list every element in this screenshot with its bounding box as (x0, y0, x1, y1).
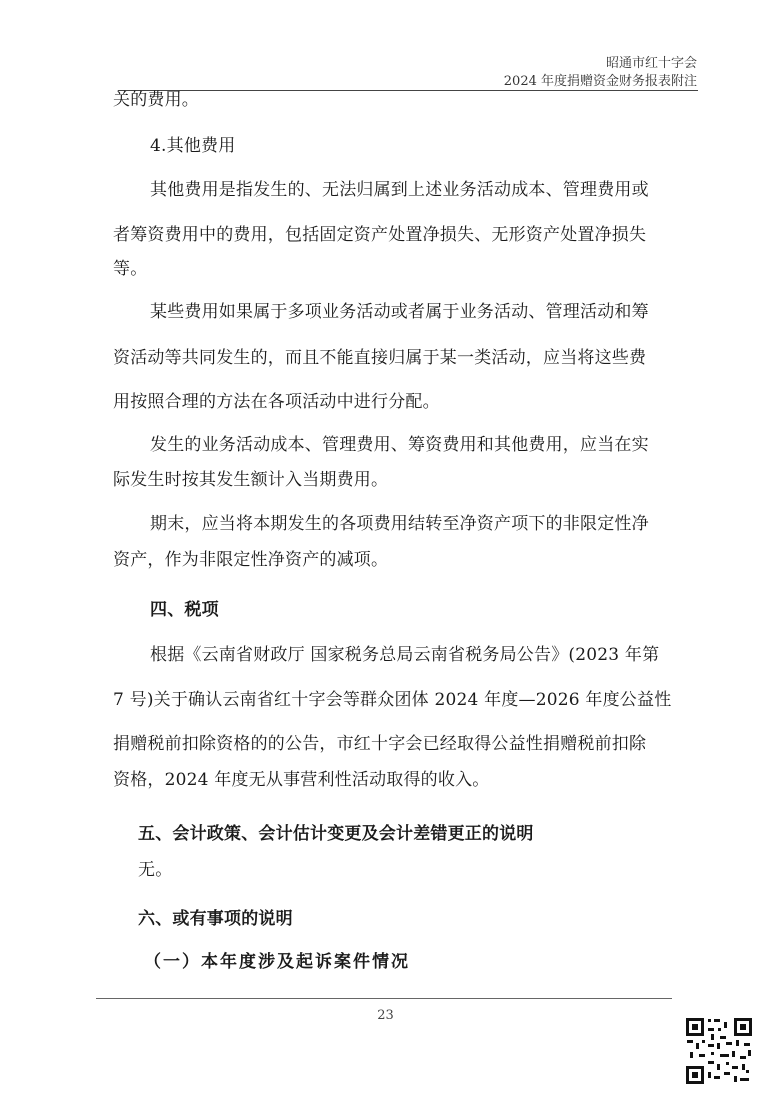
page-number: 23 (377, 1008, 394, 1023)
section-heading: 六、或有事项的说明 (138, 909, 293, 929)
text-line: 无。 (138, 860, 173, 880)
subsection-heading: （一）本年度涉及起诉案件情况 (144, 952, 410, 972)
text-line: 7 号)关于确认云南省红十字会等群众团体 2024 年度—2026 年度公益性 (113, 690, 672, 710)
text-line: 用按照合理的方法在各项活动中进行分配。 (113, 392, 440, 412)
text-line: 际发生时按其发生额计入当期费用。 (113, 470, 389, 490)
footer-rule (96, 998, 672, 999)
text-line: 关的费用。 (113, 90, 199, 110)
text-line: 期末，应当将本期发生的各项费用结转至净资产项下的非限定性净 (150, 514, 649, 534)
text-line: 某些费用如果属于多项业务活动或者属于业务活动、管理活动和筹 (150, 302, 649, 322)
qr-code-icon (684, 1016, 754, 1086)
text-line: 资活动等共同发生的，而且不能直接归属于某一类活动，应当将这些费 (113, 348, 647, 368)
text-line: 其他费用是指发生的、无法归属到上述业务活动成本、管理费用或 (150, 180, 649, 200)
section-heading: 五、会计政策、会计估计变更及会计差错更正的说明 (138, 824, 534, 844)
text-line: 资产，作为非限定性净资产的减项。 (113, 550, 389, 570)
text-line: 发生的业务活动成本、管理费用、筹资费用和其他费用，应当在实 (150, 435, 649, 455)
section-heading: 四、税项 (150, 600, 219, 620)
text-line: 者筹资费用中的费用，包括固定资产处置净损失、无形资产处置净损失 (113, 225, 647, 245)
text-line: 根据《云南省财政厅 国家税务总局云南省税务局公告》(2023 年第 (150, 645, 660, 665)
header-doc-title: 2024 年度捐赠资金财务报表附注 (503, 74, 697, 89)
text-line: 资格，2024 年度无从事营利性活动取得的收入。 (113, 770, 490, 790)
text-line: 等。 (113, 259, 148, 279)
subheading: 4.其他费用 (150, 136, 236, 156)
header-org: 昭通市红十字会 (605, 56, 697, 71)
text-line: 捐赠税前扣除资格的的公告，市红十字会已经取得公益性捐赠税前扣除 (113, 734, 647, 754)
